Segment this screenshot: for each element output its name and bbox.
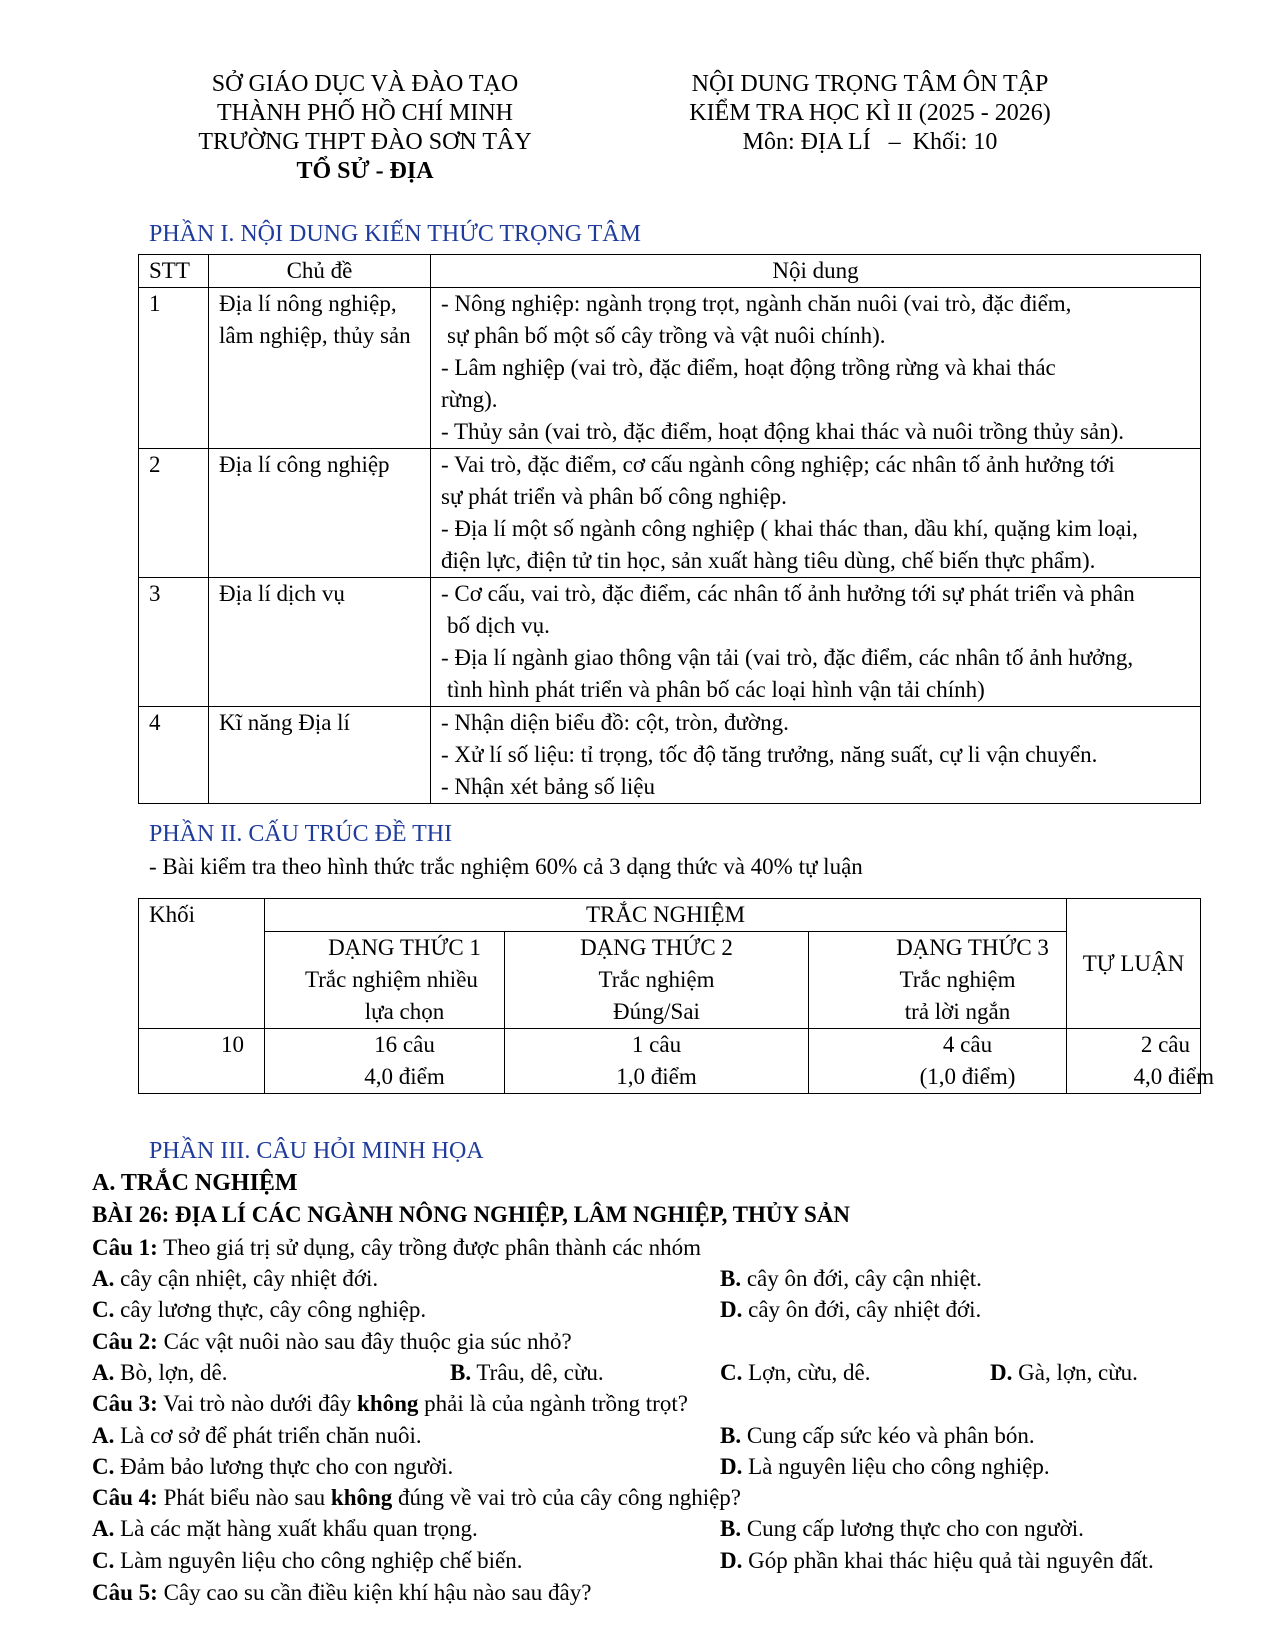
option-letter: D. bbox=[720, 1548, 743, 1573]
row-stt: 2 bbox=[139, 449, 209, 578]
d2-points: 1,0 điểm bbox=[616, 1064, 697, 1089]
option-letter: C. bbox=[92, 1454, 115, 1479]
dang-thuc-2 bbox=[505, 932, 809, 1029]
school-header bbox=[160, 70, 570, 186]
content-line: sự phát triển và phân bố công nghiệp. bbox=[441, 484, 787, 509]
dang1-desc: Trắc nghiệm nhiều bbox=[305, 967, 478, 992]
khoi-value: 10 bbox=[139, 1029, 265, 1094]
question-text: Các vật nuôi nào sau đây thuộc gia súc nhỏ? bbox=[157, 1329, 572, 1354]
row-content bbox=[431, 578, 1201, 707]
table-row bbox=[139, 449, 1201, 578]
option-letter: C. bbox=[720, 1360, 743, 1385]
content-line: - Lâm nghiệp (vai trò, đặc điểm, hoạt động trồng rừng và khai thác bbox=[441, 355, 1056, 380]
header-stt: STT bbox=[139, 255, 209, 288]
option-text: Làm nguyên liệu cho công nghiệp chế biến. bbox=[114, 1548, 523, 1573]
dang3-title: DẠNG THỨC 3 bbox=[896, 935, 1049, 960]
content-line: - Nhận diện biểu đồ: cột, tròn, đường. bbox=[441, 710, 789, 735]
header-left-line-4: TỔ SỬ - ĐỊA bbox=[296, 158, 434, 184]
option-text: cây cận nhiệt, cây nhiệt đới. bbox=[114, 1266, 379, 1291]
option bbox=[92, 1358, 227, 1388]
row-stt: 1 bbox=[139, 288, 209, 449]
topic-line: Kĩ năng Địa lí bbox=[219, 710, 350, 735]
content-line: - Cơ cấu, vai trò, đặc điểm, các nhân tố ảnh hưởng tới sự phát triển và phân bbox=[441, 581, 1135, 606]
option-text: Đảm bảo lương thực cho con người. bbox=[114, 1454, 454, 1479]
option-text: Lợn, cừu, dê. bbox=[742, 1360, 871, 1385]
question-emphasis: không bbox=[330, 1485, 393, 1510]
lesson-title: BÀI 26: ĐỊA LÍ CÁC NGÀNH NÔNG NGHIỆP, LÂM NGHIỆP, THỦY SẢN bbox=[92, 1202, 851, 1227]
option bbox=[92, 1421, 422, 1451]
option-text: Trâu, dê, cừu. bbox=[471, 1360, 604, 1385]
structure-data-row bbox=[139, 1029, 1201, 1094]
option bbox=[720, 1421, 1035, 1451]
question-label: Câu 2: bbox=[92, 1329, 158, 1354]
dang2-title: DẠNG THỨC 2 bbox=[580, 935, 733, 960]
option-letter: A. bbox=[92, 1516, 115, 1541]
structure-header-row bbox=[139, 899, 1201, 932]
question-5 bbox=[92, 1578, 591, 1608]
d2-count: 1 câu bbox=[631, 1032, 682, 1057]
option-text: Góp phần khai thác hiệu quả tài nguyên đất. bbox=[742, 1548, 1154, 1573]
option bbox=[92, 1452, 453, 1482]
content-line: - Thủy sản (vai trò, đặc điểm, hoạt động khai thác và nuôi trồng thủy sản). bbox=[441, 419, 1125, 444]
row-topic bbox=[209, 707, 431, 804]
question-label: Câu 4: bbox=[92, 1485, 158, 1510]
d1-points: 4,0 điểm bbox=[364, 1064, 445, 1089]
part2-note: - Bài kiểm tra theo hình thức trắc nghiệm 60% cả 3 dạng thức và 40% tự luận bbox=[149, 854, 863, 879]
header-content: Nội dung bbox=[431, 255, 1201, 288]
option bbox=[720, 1295, 981, 1325]
option-text: Bò, lợn, dê. bbox=[114, 1360, 228, 1385]
khoi-header: Khối bbox=[139, 899, 265, 1029]
question-text: Vai trò nào dưới đây bbox=[157, 1391, 358, 1416]
option-letter: B. bbox=[720, 1423, 742, 1448]
row-stt: 3 bbox=[139, 578, 209, 707]
d3-points: (1,0 điểm) bbox=[919, 1064, 1016, 1089]
content-line: - Xử lí số liệu: tỉ trọng, tốc độ tăng trưởng, năng suất, cự li vận chuyển. bbox=[441, 742, 1098, 767]
option bbox=[720, 1264, 982, 1294]
row-content bbox=[431, 707, 1201, 804]
header-left-line-3: TRƯỜNG THPT ĐÀO SƠN TÂY bbox=[198, 129, 532, 155]
question-text: phải là của ngành trồng trọt? bbox=[418, 1391, 688, 1416]
option-letter: B. bbox=[720, 1266, 742, 1291]
question-label: Câu 1: bbox=[92, 1235, 158, 1260]
tracnghiem-header: TRẮC NGHIỆM bbox=[265, 899, 1067, 932]
option-text: Là các mặt hàng xuất khẩu quan trọng. bbox=[114, 1516, 478, 1541]
exam-header bbox=[660, 70, 1080, 157]
header-right-line-3: Môn: ĐỊA LÍ – Khối: 10 bbox=[742, 129, 998, 155]
dang2-desc2: Đúng/Sai bbox=[613, 999, 700, 1024]
table-row bbox=[139, 578, 1201, 707]
d1-value bbox=[265, 1029, 505, 1094]
option-letter: D. bbox=[990, 1360, 1013, 1385]
question-3 bbox=[92, 1389, 688, 1419]
row-topic bbox=[209, 449, 431, 578]
dang3-desc2: trả lời ngắn bbox=[904, 999, 1011, 1024]
option bbox=[92, 1264, 378, 1294]
header-left-line-1: SỞ GIÁO DỤC VÀ ĐÀO TẠO bbox=[211, 71, 519, 97]
content-line: điện lực, điện tử tin học, sản xuất hàng tiêu dùng, chế biến thực phẩm). bbox=[441, 548, 1096, 573]
dang1-desc2: lựa chọn bbox=[364, 999, 445, 1024]
dang2-desc: Trắc nghiệm bbox=[598, 967, 715, 992]
topic-line: Địa lí công nghiệp bbox=[219, 452, 390, 477]
dang3-desc: Trắc nghiệm bbox=[899, 967, 1016, 992]
row-content bbox=[431, 288, 1201, 449]
question-1 bbox=[92, 1233, 701, 1263]
option-letter: A. bbox=[92, 1423, 115, 1448]
question-text: Theo giá trị sử dụng, cây trồng được phân thành các nhóm bbox=[157, 1235, 701, 1260]
header-left-line-2: THÀNH PHỐ HỒ CHÍ MINH bbox=[217, 100, 513, 126]
row-content bbox=[431, 449, 1201, 578]
dang1-title: DẠNG THỨC 1 bbox=[328, 935, 481, 960]
content-line: bố dịch vụ. bbox=[447, 613, 550, 638]
option bbox=[720, 1546, 1154, 1576]
question-text: đúng về vai trò của cây công nghiệp? bbox=[392, 1485, 742, 1510]
option bbox=[92, 1295, 426, 1325]
header-right-line-1: NỘI DUNG TRỌNG TÂM ÔN TẬP bbox=[691, 71, 1049, 97]
option-letter: B. bbox=[720, 1516, 742, 1541]
option-letter: C. bbox=[92, 1297, 115, 1322]
option bbox=[92, 1514, 478, 1544]
question-2 bbox=[92, 1327, 572, 1357]
option-text: cây lương thực, cây công nghiệp. bbox=[114, 1297, 427, 1322]
header-right-line-2: KIỂM TRA HỌC KÌ II (2025 - 2026) bbox=[689, 100, 1051, 126]
option-letter: A. bbox=[92, 1360, 115, 1385]
content-line: sự phân bố một số cây trồng và vật nuôi chính). bbox=[447, 323, 886, 348]
table-row bbox=[139, 707, 1201, 804]
dang-thuc-1 bbox=[265, 932, 505, 1029]
content-line: rừng). bbox=[441, 387, 498, 412]
content-line: - Nhận xét bảng số liệu bbox=[441, 774, 655, 799]
part1-title: PHẦN I. NỘI DUNG KIẾN THỨC TRỌNG TÂM bbox=[149, 221, 641, 247]
option-letter: C. bbox=[92, 1548, 115, 1573]
option-text: Cung cấp lương thực cho con người. bbox=[741, 1516, 1084, 1541]
question-label: Câu 5: bbox=[92, 1580, 158, 1605]
content-line: - Nông nghiệp: ngành trọng trọt, ngành chăn nuôi (vai trò, đặc điểm, bbox=[441, 291, 1072, 316]
d1-count: 16 câu bbox=[374, 1032, 435, 1057]
option-text: Là nguyên liệu cho công nghiệp. bbox=[742, 1454, 1050, 1479]
table-header-row bbox=[139, 255, 1201, 288]
tl-points: 4,0 điểm bbox=[1133, 1064, 1214, 1089]
option-text: cây ôn đới, cây nhiệt đới. bbox=[742, 1297, 982, 1322]
question-label: Câu 3: bbox=[92, 1391, 158, 1416]
section-title: A. TRẮC NGHIỆM bbox=[92, 1170, 298, 1196]
d3-value bbox=[809, 1029, 1067, 1094]
option bbox=[720, 1514, 1084, 1544]
option bbox=[990, 1358, 1138, 1388]
row-topic bbox=[209, 288, 431, 449]
structure-subheader-row bbox=[139, 932, 1201, 1029]
option bbox=[720, 1452, 1050, 1482]
option-text: Gà, lợn, cừu. bbox=[1012, 1360, 1138, 1385]
option bbox=[450, 1358, 604, 1388]
topic-line: Địa lí nông nghiệp, bbox=[219, 291, 397, 316]
question-text: Cây cao su cần điều kiện khí hậu nào sau đây? bbox=[157, 1580, 592, 1605]
part2-title: PHẦN II. CẤU TRÚC ĐỀ THI bbox=[149, 821, 453, 847]
option-text: cây ôn đới, cây cận nhiệt. bbox=[741, 1266, 982, 1291]
topic-line: Địa lí dịch vụ bbox=[219, 581, 345, 606]
tl-count: 2 câu bbox=[1140, 1032, 1190, 1057]
dang-thuc-3 bbox=[809, 932, 1067, 1029]
row-stt: 4 bbox=[139, 707, 209, 804]
content-line: - Địa lí một số ngành công nghiệp ( khai thác than, dầu khí, quặng kim loại, bbox=[441, 516, 1138, 541]
option-text: Là cơ sở để phát triển chăn nuôi. bbox=[114, 1423, 422, 1448]
header-topic: Chủ đề bbox=[209, 255, 431, 288]
exam-structure-table bbox=[138, 898, 1214, 1094]
content-line: - Vai trò, đặc điểm, cơ cấu ngành công nghiệp; các nhân tố ảnh hưởng tới bbox=[441, 452, 1115, 477]
option-letter: B. bbox=[450, 1360, 472, 1385]
table-row bbox=[139, 288, 1201, 449]
question-text: Phát biểu nào sau bbox=[157, 1485, 331, 1510]
tl-value bbox=[1067, 1029, 1214, 1094]
option-letter: D. bbox=[720, 1297, 743, 1322]
option-letter: D. bbox=[720, 1454, 743, 1479]
tuluan-header: TỰ LUẬN bbox=[1067, 899, 1201, 1029]
option bbox=[92, 1546, 523, 1576]
question-emphasis: không bbox=[357, 1391, 419, 1416]
row-topic bbox=[209, 578, 431, 707]
question-4 bbox=[92, 1483, 741, 1513]
d2-value bbox=[505, 1029, 809, 1094]
topic-line: lâm nghiệp, thủy sản bbox=[219, 323, 411, 348]
content-table bbox=[138, 254, 1201, 804]
option-letter: A. bbox=[92, 1266, 115, 1291]
d3-count: 4 câu bbox=[942, 1032, 993, 1057]
content-line: - Địa lí ngành giao thông vận tải (vai trò, đặc điểm, các nhân tố ảnh hưởng, bbox=[441, 645, 1134, 670]
part3-title: PHẦN III. CÂU HỎI MINH HỌA bbox=[149, 1138, 484, 1164]
content-line: tình hình phát triển và phân bố các loại hình vận tải chính) bbox=[447, 677, 985, 702]
option bbox=[720, 1358, 870, 1388]
option-text: Cung cấp sức kéo và phân bón. bbox=[741, 1423, 1035, 1448]
